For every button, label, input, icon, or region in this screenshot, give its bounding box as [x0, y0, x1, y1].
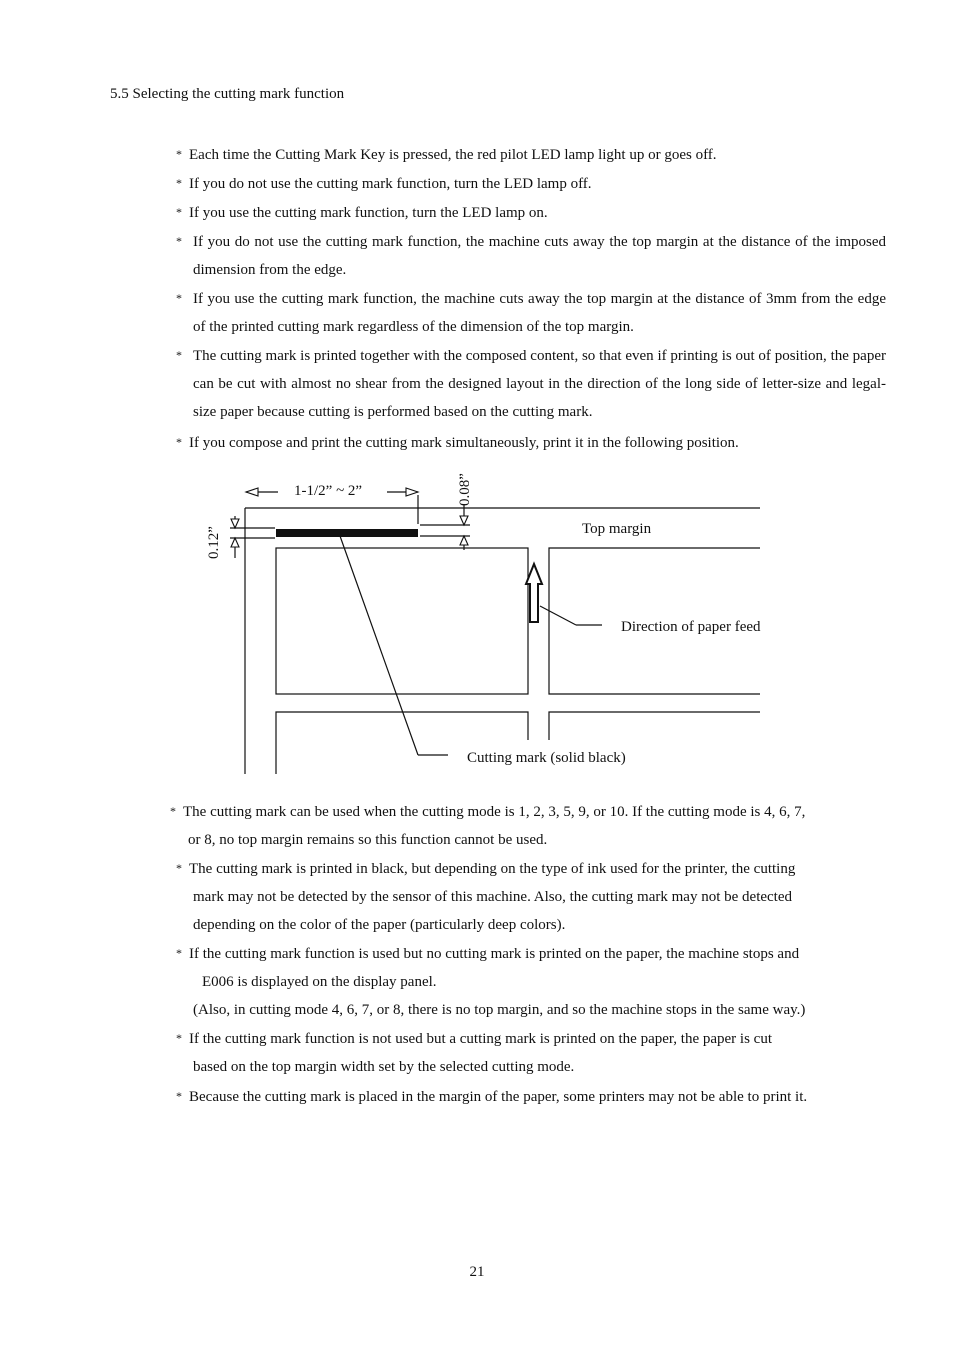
bullet-item: * The cutting mark is printed together with the composed content, so that even if printing is out of position, the paper can be cut with almost no shear from the designed layout in the direction of the long side of letter-size and legal-size paper because cutting is performed based on the cutting mark. [176, 341, 886, 426]
bullet-glyph: * [176, 205, 182, 219]
arrow-up-icon [460, 536, 468, 545]
bullet-glyph: * [176, 435, 182, 449]
page-number: 21 [469, 1264, 485, 1280]
bullet-continuation: mark may not be detected by the sensor of this machine. Also, the cutting mark may not be detected [193, 889, 792, 905]
bullet-continuation: depending on the color of the paper (particularly deep colors). [193, 917, 566, 933]
height-label: 0.12” [206, 526, 222, 559]
arrow-down-icon [231, 519, 239, 528]
width-label: 1-1/2” ~ 2” [294, 483, 363, 499]
bullet-item: * If the cutting mark function is not used but a cutting mark is printed on the paper, the paper is cut [170, 1024, 886, 1053]
bullet-glyph: * [176, 348, 182, 362]
section-heading: 5.5 Selecting the cutting mark function [110, 86, 345, 102]
bullet-glyph: * [170, 804, 176, 818]
cutting-mark-bar [276, 529, 418, 537]
arrow-up-icon [231, 538, 239, 547]
bullet-continuation: or 8, no top margin remains so this function cannot be used. [188, 832, 548, 848]
bullet-glyph: * [176, 291, 182, 305]
bullet-item: * Each time the Cutting Mark Key is pressed, the red pilot LED lamp light up or goes off. [176, 140, 886, 169]
bullet-glyph: * [176, 147, 182, 161]
cutting-mark-label: Cutting mark (solid black) [467, 750, 626, 766]
bullet-item: * The cutting mark is printed in black, but depending on the type of ink used for the printer, the cutting [170, 854, 886, 883]
bullet-glyph: * [176, 861, 182, 875]
arrow-down-icon [460, 516, 468, 525]
bullet-item: * If you use the cutting mark function, the machine cuts away the top margin at the distance of 3mm from the edge of the printed cutting mark regardless of the dimension of the top margin. [176, 284, 886, 341]
arrow-right-icon [406, 488, 418, 496]
bullet-glyph: * [176, 1089, 182, 1103]
bullet-item: * Because the cutting mark is placed in the margin of the paper, some printers may not be able to print it. [170, 1082, 886, 1111]
leader-line [340, 536, 418, 755]
paper-feed-label: Direction of paper feed [621, 619, 761, 635]
bullet-item: * If you use the cutting mark function, turn the LED lamp on. [176, 198, 886, 227]
bullet-item: * The cutting mark can be used when the cutting mode is 1, 2, 3, 5, 9, or 10. If the cutting mode is 4, 6, 7, [170, 797, 886, 826]
top-margin-label: Top margin [582, 521, 652, 537]
bullet-glyph: * [176, 234, 182, 248]
bullet-item: * If you do not use the cutting mark function, turn the LED lamp off. [176, 169, 886, 198]
content-box [549, 712, 760, 740]
cutting-mark-diagram [0, 460, 954, 780]
content-box [276, 548, 528, 694]
bullet-item: * If you do not use the cutting mark function, the machine cuts away the top margin at the distance of the imposed dimension from the edge. [176, 227, 886, 284]
bullet-continuation: based on the top margin width set by the selected cutting mode. [193, 1059, 575, 1075]
arrow-left-icon [246, 488, 258, 496]
bullet-glyph: * [176, 176, 182, 190]
intro-bullets [176, 140, 886, 457]
bullet-glyph: * [176, 946, 182, 960]
bullet-item: * If the cutting mark function is used but no cutting mark is printed on the paper, the machine stops and [170, 939, 886, 968]
offset-label: 0.08” [457, 473, 473, 506]
leader-line [540, 606, 576, 625]
bullet-item: * If you compose and print the cutting mark simultaneously, print it in the following position. [176, 428, 886, 457]
bullet-continuation: E006 is displayed on the display panel. [202, 974, 437, 990]
notes-bullets [170, 797, 886, 1111]
bullet-continuation: (Also, in cutting mode 4, 6, 7, or 8, there is no top margin, and so the machine stops in the same way.) [193, 1002, 806, 1018]
bullet-glyph: * [176, 1031, 182, 1045]
